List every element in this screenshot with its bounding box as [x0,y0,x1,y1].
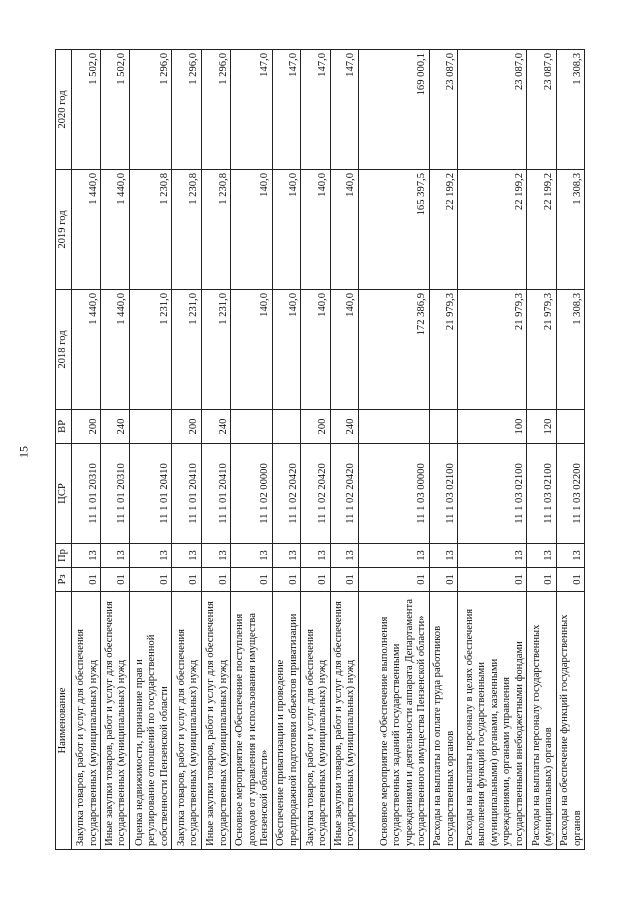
row-vr: 200 [301,410,330,444]
row-2018: 1 440,0 [101,290,129,410]
row-csr: 11 1 01 20310 [101,444,129,544]
row-name: Расходы на выплаты персоналу в целях обеспечения выполнения функций государственными (муниципальными) органами, казенными учреждениями, органами управления государственными внебюджетными фондами [458,592,527,850]
row-csr: 11 1 02 20420 [301,444,330,544]
row-csr: 11 1 02 20420 [272,444,300,544]
row-vr: 100 [458,410,527,444]
row-rz: 01 [72,568,101,592]
row-2020: 23 087,0 [458,50,527,170]
row-vr: 200 [72,410,101,444]
row-vr [358,410,429,444]
table-row [358,50,429,850]
rotated-table-container [55,50,585,850]
row-2020: 147,0 [330,50,358,170]
row-name: Иные закупки товаров, работ и услуг для обеспечения государственных (муниципальных) нужд [330,592,358,850]
row-rz: 01 [231,568,273,592]
row-pr: 13 [358,544,429,568]
row-2019: 140,0 [301,170,330,290]
row-2019: 22 199,2 [458,170,527,290]
row-vr [129,410,171,444]
page-number: 15 [16,446,31,458]
row-pr: 13 [429,544,457,568]
row-csr: 11 1 02 00000 [231,444,273,544]
row-2020: 23 087,0 [429,50,457,170]
row-name: Основное мероприятие «Обеспечение выполнения государственных заданий государственными учреждениями и деятельности аппарата Департамента государственного имущества Пензенской области» [358,592,429,850]
row-2020: 1 296,0 [129,50,171,170]
row-vr [556,410,584,444]
row-pr: 13 [129,544,171,568]
row-rz: 01 [272,568,300,592]
row-rz: 01 [330,568,358,592]
row-2018: 21 979,3 [458,290,527,410]
row-name: Иные закупки товаров, работ и услуг для обеспечения государственных (муниципальных) нужд [101,592,129,850]
row-2020: 1 296,0 [201,50,230,170]
header-vr: ВР [56,410,72,444]
row-2020: 1 502,0 [101,50,129,170]
row-vr [272,410,300,444]
row-pr: 13 [527,544,556,568]
row-2018: 140,0 [330,290,358,410]
row-rz: 01 [101,568,129,592]
row-rz: 01 [201,568,230,592]
row-2018: 172 386,9 [358,290,429,410]
row-vr: 240 [101,410,129,444]
row-2019: 140,0 [231,170,273,290]
header-2019: 2019 год [56,170,72,290]
row-2019: 22 199,2 [429,170,457,290]
row-2020: 169 000,1 [358,50,429,170]
row-csr: 11 1 03 02200 [556,444,584,544]
row-name: Закупка товаров, работ и услуг для обеспечения государственных (муниципальных) нужд [72,592,101,850]
table-row [527,50,556,850]
row-2020: 147,0 [301,50,330,170]
row-csr: 11 1 03 02100 [429,444,457,544]
row-2020: 23 087,0 [527,50,556,170]
header-row [56,50,72,850]
table-row [72,50,101,850]
row-rz: 01 [429,568,457,592]
row-2019: 22 199,2 [527,170,556,290]
row-pr: 13 [101,544,129,568]
row-2018: 1 440,0 [72,290,101,410]
row-2019: 140,0 [272,170,300,290]
row-2019: 165 397,5 [358,170,429,290]
header-csr: ЦСР [56,444,72,544]
row-2019: 1 230,8 [172,170,201,290]
row-csr: 11 1 03 02100 [527,444,556,544]
row-pr: 13 [330,544,358,568]
row-2018: 1 231,0 [129,290,171,410]
row-pr: 13 [301,544,330,568]
row-2020: 147,0 [272,50,300,170]
row-name: Расходы на выплаты персоналу государственных (муниципальных) органов [527,592,556,850]
row-pr: 13 [231,544,273,568]
row-pr: 13 [556,544,584,568]
budget-table [55,49,585,850]
row-2018: 140,0 [301,290,330,410]
row-rz: 01 [458,568,527,592]
row-vr: 240 [201,410,230,444]
table-row [201,50,230,850]
header-name: Наименование [56,592,72,850]
row-pr: 13 [272,544,300,568]
row-rz: 01 [527,568,556,592]
table-row [556,50,584,850]
row-rz: 01 [172,568,201,592]
table-row [272,50,300,850]
row-pr: 13 [72,544,101,568]
header-2018: 2018 год [56,290,72,410]
row-pr: 13 [201,544,230,568]
row-2018: 1 231,0 [201,290,230,410]
row-vr [429,410,457,444]
row-2018: 140,0 [272,290,300,410]
row-2020: 1 308,3 [556,50,584,170]
row-name: Основное мероприятие «Обеспечение поступления доходов от управления и использования имущества Пензенской области» [231,592,273,850]
row-csr: 11 1 01 20310 [72,444,101,544]
row-csr: 11 1 01 20410 [129,444,171,544]
row-pr: 13 [458,544,527,568]
row-csr: 11 1 03 00000 [358,444,429,544]
row-name: Расходы на выплаты по оплате труда работников государственных органов [429,592,457,850]
row-2020: 147,0 [231,50,273,170]
header-pr: Пр [56,544,72,568]
row-csr: 11 1 02 20420 [330,444,358,544]
row-vr [231,410,273,444]
row-name: Обеспечение приватизации и проведение предпродажной подготовки объектов приватизации [272,592,300,850]
table-row [429,50,457,850]
row-name: Закупка товаров, работ и услуг для обеспечения государственных (муниципальных) нужд [172,592,201,850]
row-2019: 1 308,3 [556,170,584,290]
row-2018: 1 308,3 [556,290,584,410]
row-2019: 140,0 [330,170,358,290]
row-2020: 1 502,0 [72,50,101,170]
row-rz: 01 [301,568,330,592]
row-2018: 21 979,3 [429,290,457,410]
row-rz: 01 [556,568,584,592]
row-name: Расходы на обеспечение функций государственных органов [556,592,584,850]
row-2018: 21 979,3 [527,290,556,410]
table-row [301,50,330,850]
row-2019: 1 230,8 [201,170,230,290]
row-vr: 120 [527,410,556,444]
table-row [172,50,201,850]
row-pr: 13 [172,544,201,568]
row-name: Оценка недвижимости, признание прав и регулирование отношений по государственной собственности Пензенской области [129,592,171,850]
row-name: Закупка товаров, работ и услуг для обеспечения государственных (муниципальных) нужд [301,592,330,850]
row-2019: 1 230,8 [129,170,171,290]
row-2019: 1 440,0 [101,170,129,290]
row-csr: 11 1 01 20410 [172,444,201,544]
row-2020: 1 296,0 [172,50,201,170]
row-csr: 11 1 01 20410 [201,444,230,544]
row-2018: 1 231,0 [172,290,201,410]
table-row [330,50,358,850]
row-rz: 01 [358,568,429,592]
header-2020: 2020 год [56,50,72,170]
table-row [458,50,527,850]
table-row [231,50,273,850]
row-2018: 140,0 [231,290,273,410]
row-name: Иные закупки товаров, работ и услуг для обеспечения государственных (муниципальных) нужд [201,592,230,850]
table-row [129,50,171,850]
row-csr: 11 1 03 02100 [458,444,527,544]
header-rz: Рз [56,568,72,592]
row-vr: 240 [330,410,358,444]
row-rz: 01 [129,568,171,592]
row-vr: 200 [172,410,201,444]
row-2019: 1 440,0 [72,170,101,290]
table-row [101,50,129,850]
